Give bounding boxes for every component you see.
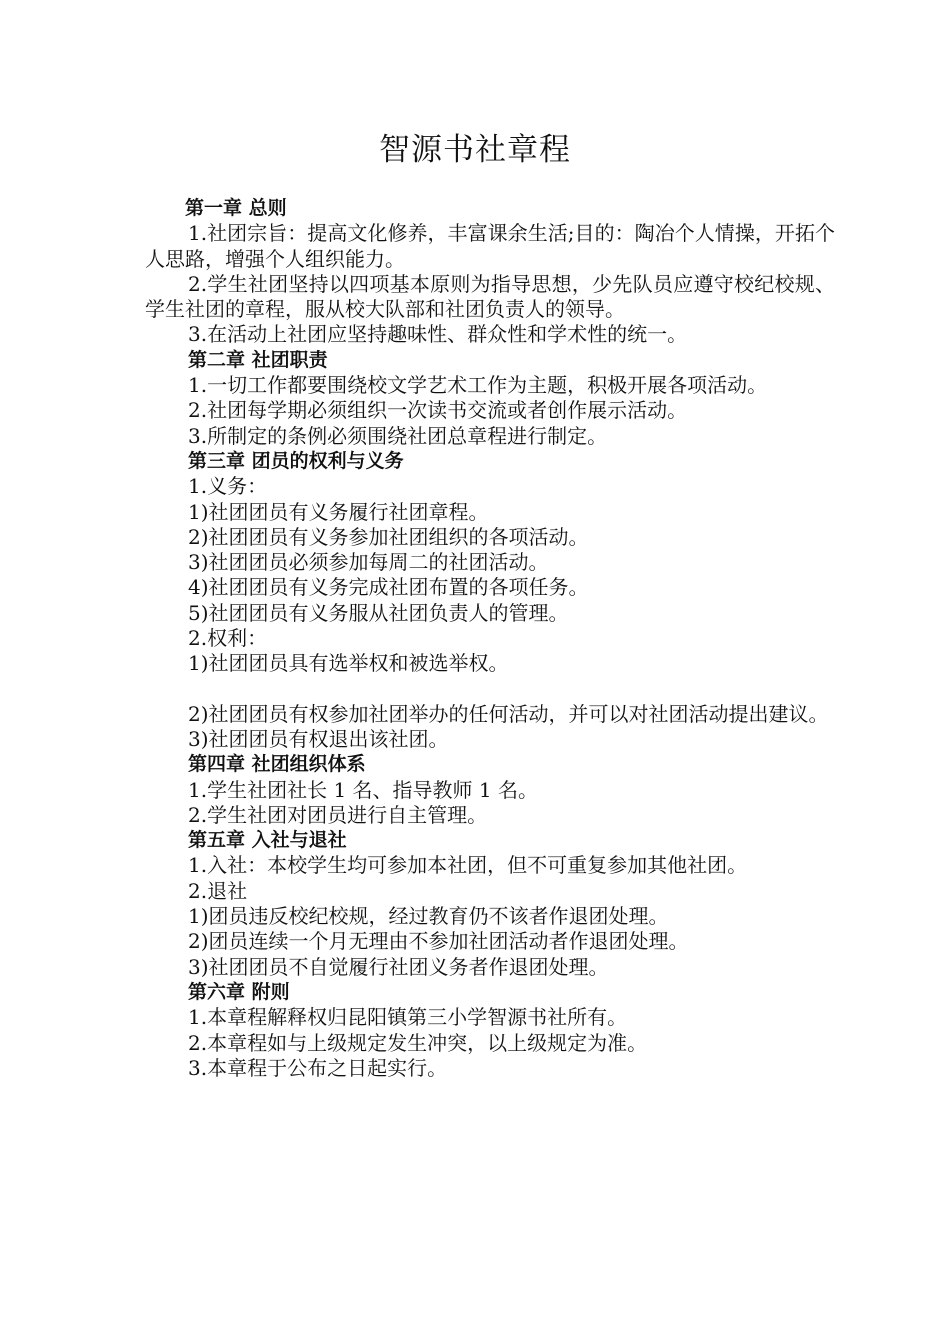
chapter-3-line-5: 4)社团团员有义务完成社团布置的各项任务。: [188, 575, 589, 600]
chapter-1-paragraph-1: 1.社团宗旨：提高文化修养，丰富课余生活;目的：陶冶个人情操，开拓个人思路，增强个人组织能力。: [145, 221, 835, 271]
chapter-4-line-2: 2.学生社团对团员进行自主管理。: [188, 802, 488, 827]
chapter-3-line-3: 2)社团团员有义务参加社团组织的各项活动。: [188, 524, 589, 549]
chapter-4-heading: 第四章 社团组织体系: [188, 753, 366, 776]
chapter-6-heading: 第六章 附则: [188, 980, 290, 1003]
chapter-1-heading: 第一章 总则: [185, 197, 287, 219]
chapter-5-line-2: 2.退社: [188, 878, 248, 903]
chapter-3-heading: 第三章 团员的权利与义务: [188, 449, 404, 472]
chapter-6-line-2: 2.本章程如与上级规定发生冲突，以上级规定为准。: [188, 1030, 648, 1055]
chapter-3-line-8: 1)社团团员具有选举权和被选举权。: [188, 651, 509, 676]
document-title: 智源书社章程: [379, 132, 571, 168]
chapter-3-line-7: 2.权利：: [188, 626, 268, 651]
chapter-5-line-4: 2)团员连续一个月无理由不参加社团活动者作退团处理。: [188, 929, 689, 954]
chapter-3-line-6: 5)社团团员有义务服从社团负责人的管理。: [188, 600, 569, 625]
chapter-5-line-1: 1.入社：本校学生均可参加本社团，但不可重复参加其他社团。: [188, 853, 748, 878]
chapter-3-line-4: 3)社团团员必须参加每周二的社团活动。: [188, 550, 549, 575]
chapter-1-paragraph-2: 2.学生社团坚持以四项基本原则为指导思想，少先队员应遵守校纪校规、学生社团的章程，服从校大队部和社团负责人的领导。: [145, 271, 835, 322]
chapter-5-line-3: 1)团员违反校纪校规，经过教育仍不该者作退团处理。: [188, 904, 669, 929]
blank-line: [145, 677, 835, 702]
chapter-6-line-3: 3.本章程于公布之日起实行。: [188, 1055, 448, 1080]
chapter-3-line-2: 1)社团团员有义务履行社团章程。: [188, 499, 489, 524]
chapter-2-line-2: 2.社团每学期必须组织一次读书交流或者创作展示活动。: [188, 398, 688, 423]
chapter-1-paragraph-3: 3.在活动上社团应坚持趣味性、群众性和学术性的统一。: [188, 322, 688, 347]
chapter-6-line-1: 1.本章程解释权归昆阳镇第三小学智源书社所有。: [188, 1005, 628, 1030]
chapter-2-line-1: 1.一切工作都要围绕校文学艺术工作为主题，积极开展各项活动。: [188, 373, 768, 398]
chapter-4-line-1: 1.学生社团社长 1 名、指导教师 1 名。: [188, 777, 538, 802]
chapter-3-line-1: 1.义务：: [188, 474, 268, 499]
chapter-2-line-3: 3.所制定的条例必须围绕社团总章程进行制定。: [188, 423, 608, 448]
document-body: [145, 196, 835, 1081]
chapter-2-heading: 第二章 社团职责: [188, 348, 328, 371]
chapter-3-line-10: 3)社团团员有权退出该社团。: [188, 726, 449, 751]
chapter-5-heading: 第五章 入社与退社: [188, 829, 347, 852]
chapter-3-paragraph-9: 2)社团团员有权参加社团举办的任何活动，并可以对社团活动提出建议。: [188, 701, 829, 726]
chapter-5-line-5: 3)社团团员不自觉履行社团义务者作退团处理。: [188, 954, 609, 979]
